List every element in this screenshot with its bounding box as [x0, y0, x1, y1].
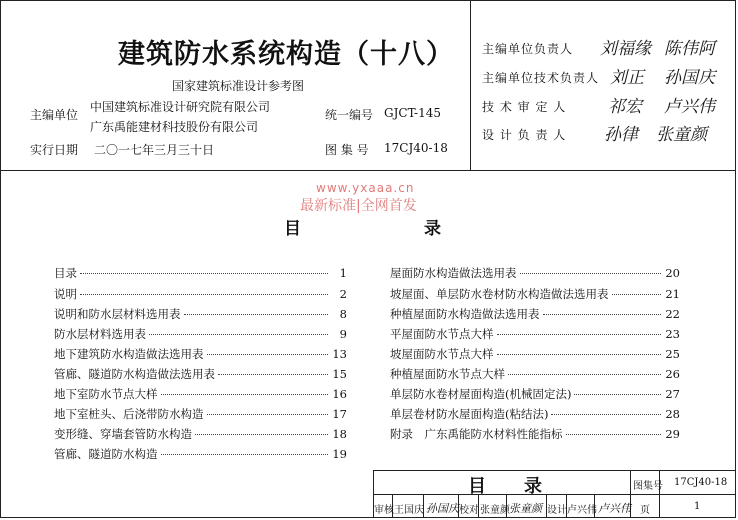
- toc-item-page: 1: [339, 266, 347, 280]
- approval-signature: 陈伟阿: [664, 39, 715, 59]
- toc-item[interactable]: [54, 386, 347, 402]
- check-name: 张童颜: [480, 505, 510, 516]
- toc-item[interactable]: [54, 426, 347, 442]
- toc-leader: [612, 294, 662, 295]
- review-signature: 孙国庆: [426, 502, 459, 515]
- toc-item-page: 8: [339, 307, 347, 321]
- toc-item[interactable]: [390, 406, 680, 422]
- approval-role-3: 技 术 审 定 人: [482, 100, 567, 114]
- check-label: 校对: [459, 505, 479, 516]
- atlas-value: 17CJ40-18: [384, 141, 448, 155]
- toc-leader: [520, 273, 662, 274]
- header-divider: [0, 170, 736, 171]
- toc-item-title: 坡屋面防水节点大样: [390, 347, 494, 361]
- toc-leader: [161, 454, 329, 455]
- toc-item-page: 28: [665, 407, 680, 421]
- toc-item-title: 地下建筑防水构造做法选用表: [54, 347, 204, 361]
- approval-signature: 卢兴伟: [664, 97, 715, 117]
- toc-item-page: 26: [665, 367, 680, 381]
- toc-item-title: 地下室桩头、后浇带防水构造: [54, 407, 204, 421]
- review-label: 审核: [374, 505, 394, 516]
- date-label: 实行日期: [30, 143, 79, 157]
- toc-item-title: 说明: [54, 287, 77, 301]
- approval-role-4: 设 计 负 责 人: [482, 128, 567, 142]
- toc-heading-right: 录: [424, 219, 441, 239]
- toc-leader: [80, 273, 328, 274]
- document-subtitle: 国家建筑标准设计参考图: [172, 79, 305, 93]
- toc-leader: [497, 334, 662, 335]
- toc-item-title: 管廊、隧道防水构造: [54, 447, 158, 461]
- watermark-slogan: 最新标准|全网首发: [300, 198, 417, 214]
- toc-item-title: 种植屋面防水节点大样: [390, 367, 505, 381]
- toc-item-title: 平屋面防水节点大样: [390, 327, 494, 341]
- toc-leader: [207, 354, 329, 355]
- watermark-url: www.yxaaa.cn: [316, 181, 415, 195]
- toc-item-page: 27: [665, 387, 680, 401]
- toc-item-title: 单层卷材防水屋面构造(粘结法): [390, 407, 549, 421]
- toc-item-page: 21: [665, 287, 680, 301]
- approval-signature: 孙国庆: [664, 68, 715, 88]
- approval-signature: 祁宏: [608, 97, 642, 117]
- title-block-atlas-value: 17CJ40-18: [674, 477, 728, 488]
- toc-item-title: 管廊、隧道防水构造做法选用表: [54, 367, 215, 381]
- toc-leader: [574, 394, 661, 395]
- approval-signature: 张童颜: [656, 125, 707, 145]
- approval-role-1: 主编单位负责人: [482, 42, 574, 56]
- toc-item-page: 18: [332, 427, 347, 441]
- toc-item[interactable]: [54, 406, 347, 422]
- toc-item-page: 25: [665, 347, 680, 361]
- toc-item-page: 23: [665, 327, 680, 341]
- toc-item[interactable]: [54, 326, 347, 342]
- toc-item[interactable]: [390, 386, 680, 402]
- toc-leader: [218, 374, 328, 375]
- toc-item[interactable]: [390, 426, 680, 442]
- code-value: GJCT-145: [384, 106, 441, 120]
- approval-signature: 孙律: [604, 125, 638, 145]
- review-name: 王国庆: [394, 505, 424, 516]
- toc-item-page: 17: [332, 407, 347, 421]
- toc-item-page: 29: [665, 427, 680, 441]
- toc-item[interactable]: [390, 366, 680, 382]
- toc-item[interactable]: [390, 326, 680, 342]
- atlas-label: 图 集 号: [325, 143, 369, 157]
- design-label: 设计: [547, 505, 567, 516]
- date-value: 二〇一七年三月三十日: [94, 143, 215, 157]
- title-block-name: 目 录: [468, 476, 552, 497]
- toc-item-page: 2: [339, 287, 347, 301]
- toc-leader: [195, 434, 328, 435]
- toc-item-page: 9: [339, 327, 347, 341]
- page-value: 1: [694, 501, 701, 512]
- toc-item[interactable]: [54, 446, 347, 462]
- toc-leader: [497, 354, 662, 355]
- toc-item-title: 地下室防水节点大样: [54, 387, 158, 401]
- toc-item[interactable]: [390, 286, 680, 302]
- org-line-2: 广东禹能建材科技股份有限公司: [90, 120, 259, 134]
- toc-heading-left: 目: [284, 219, 301, 239]
- approval-signature: 刘正: [610, 68, 644, 88]
- toc-item[interactable]: [54, 306, 347, 322]
- toc-leader: [149, 334, 328, 335]
- org-label: 主编单位: [30, 108, 79, 122]
- toc-item-title: 坡屋面、单层防水卷材防水构造做法选用表: [390, 287, 609, 301]
- toc-item-page: 15: [332, 367, 347, 381]
- toc-item-title: 单层防水卷材屋面构造(机械固定法): [390, 387, 572, 401]
- toc-item[interactable]: [390, 265, 680, 281]
- toc-item-page: 16: [332, 387, 347, 401]
- toc-item[interactable]: [54, 366, 347, 382]
- approval-signature: 刘福缘: [600, 39, 651, 59]
- toc-leader: [207, 414, 329, 415]
- toc-leader: [566, 434, 662, 435]
- check-signature: 张童颜: [509, 502, 542, 515]
- toc-item-page: 19: [332, 447, 347, 461]
- approval-role-2: 主编单位技术负责人: [482, 71, 600, 85]
- toc-leader: [543, 314, 662, 315]
- toc-leader: [551, 414, 661, 415]
- org-line-1: 中国建筑标准设计研究院有限公司: [90, 100, 271, 114]
- toc-item[interactable]: [390, 306, 680, 322]
- toc-item-title: 防水层材料选用表: [54, 327, 146, 341]
- toc-item-title: 目录: [54, 266, 77, 280]
- design-name: 卢兴伟: [567, 505, 597, 516]
- document-title: 建筑防水系统构造（十八）: [118, 39, 454, 70]
- toc-leader: [508, 374, 661, 375]
- toc-item[interactable]: [54, 346, 347, 362]
- header-vertical-divider: [470, 0, 471, 170]
- toc-item-page: 20: [665, 266, 680, 280]
- toc-item-title: 种植屋面防水构造做法选用表: [390, 307, 540, 321]
- design-signature: 卢兴伟: [598, 502, 631, 515]
- toc-item-title: 说明和防水层材料选用表: [54, 307, 181, 321]
- toc-leader: [184, 314, 329, 315]
- code-label: 统一编号: [325, 108, 374, 122]
- toc-item[interactable]: [54, 265, 347, 281]
- title-block-atlas-label: 图集号: [633, 481, 663, 492]
- toc-item-title: 屋面防水构造做法选用表: [390, 266, 517, 280]
- toc-item[interactable]: [390, 346, 680, 362]
- toc-item-title: 变形缝、穿墙套管防水构造: [54, 427, 192, 441]
- toc-item[interactable]: [54, 286, 347, 302]
- toc-item-page: 13: [332, 347, 347, 361]
- toc-leader: [161, 394, 329, 395]
- toc-item-page: 22: [665, 307, 680, 321]
- page-label: 页: [640, 505, 650, 516]
- toc-leader: [80, 294, 328, 295]
- toc-item-title: 附录 广东禹能防水材料性能指标: [390, 427, 563, 441]
